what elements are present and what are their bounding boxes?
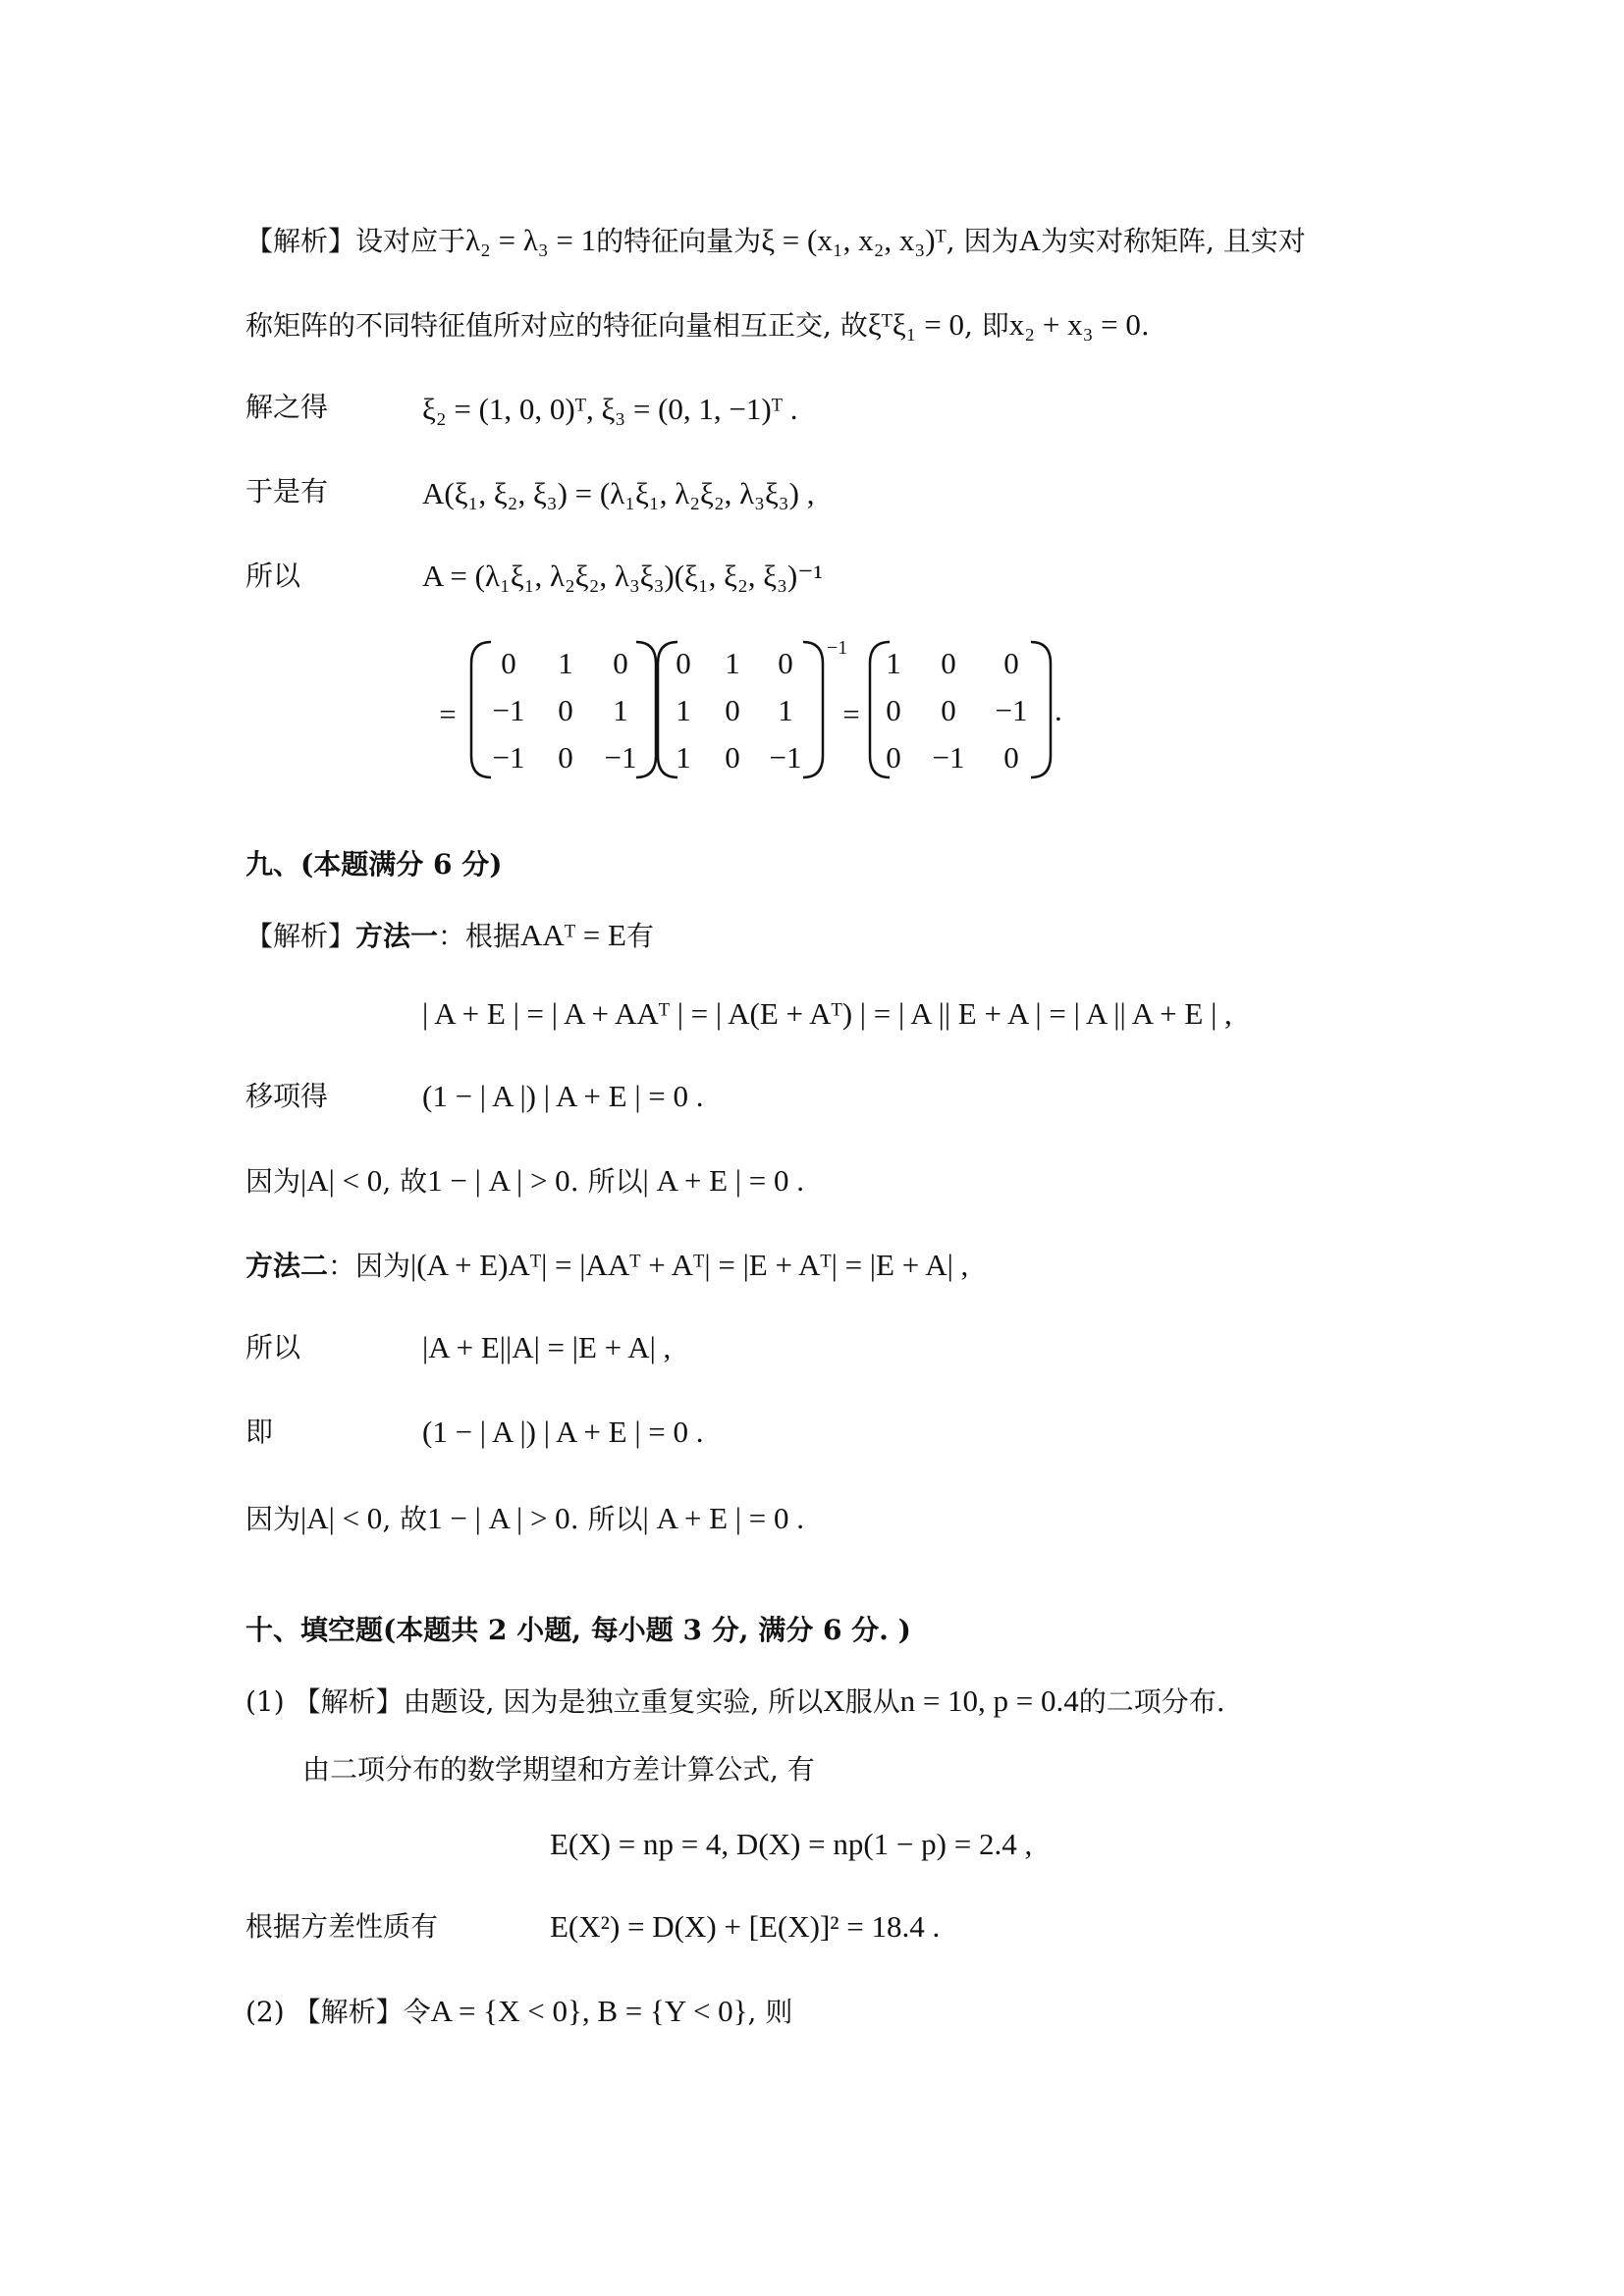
s9-m1-text-2: 有 [625, 920, 654, 952]
matrix2-right-bracket [803, 642, 823, 777]
s8-l1-text-1: 【解析】设对应于 [245, 225, 466, 257]
s8-l2-text-2: , 即 [963, 309, 1009, 342]
s8-l2-math-sum: x₂ + x₃ = 0 [1008, 307, 1141, 342]
s9-l7-math-1: |A| < 0 [300, 1501, 383, 1535]
s9-line-5-label: 所以 [245, 1331, 301, 1363]
s9-line-3 [245, 1162, 804, 1199]
s8-line-4-math: A(ξ₁, ξ₂, ξ₃) = (λ₁ξ₁, λ₂ξ₂, λ₃ξ₃) , [422, 476, 815, 510]
s10-para-3-label: 根据方差性质有 [245, 1910, 439, 1943]
s9-l7-math-2: 1 − | A | > 0 [427, 1501, 570, 1535]
s9-line-6-math: (1 − | A |) | A + E | = 0 . [422, 1415, 704, 1449]
m2-cell: 0 [676, 646, 691, 680]
matrix1-right-bracket [636, 642, 656, 777]
m1-cell: 1 [558, 646, 573, 680]
m1-cell: 0 [558, 740, 573, 774]
s10-para-3-math: E(X²) = D(X) + [E(X)]² = 18.4 . [550, 1909, 941, 1944]
matrix1-left-bracket [471, 642, 491, 777]
s9-l7-text-2: , 故 [382, 1503, 428, 1535]
m3-cell: 0 [886, 740, 901, 774]
m1-cell: −1 [604, 740, 637, 774]
s9-line-2-label: 移项得 [245, 1080, 329, 1112]
s8-l2-text-3: . [1140, 309, 1150, 342]
m2-cell: 0 [725, 740, 740, 774]
m1-cell: −1 [492, 740, 525, 774]
s9-m1-tag: 【解析】 [245, 920, 356, 952]
m3-cell: 0 [1003, 740, 1019, 774]
s9-m2-math: |(A + E)Aᵀ| = |AAᵀ + Aᵀ| = |E + Aᵀ| = |E + A| , [410, 1248, 969, 1282]
s9-l3-text-3: . 所以 [569, 1165, 643, 1198]
s9-l7-text-3: . 所以 [569, 1503, 643, 1535]
m2-cell: 0 [725, 693, 740, 727]
s10-p1-math-params: n = 10, p = 0.4 [899, 1683, 1079, 1718]
matrix-period: . [1055, 693, 1062, 727]
m3-cell: 0 [941, 693, 956, 727]
m3-cell: 0 [941, 646, 956, 680]
m3-cell: 0 [886, 693, 901, 727]
s8-l1-text-2: 的特征向量为 [596, 225, 762, 257]
s9-line-5-math: |A + E||A| = |E + A| , [422, 1330, 672, 1364]
s8-l2-math-orth: ξᵀξ₁ = 0 [867, 307, 964, 342]
s9-line-2-math: (1 − | A |) | A + E | = 0 . [422, 1079, 704, 1113]
s9-l3-math-2: 1 − | A | > 0 [427, 1163, 570, 1198]
m1-cell: 1 [613, 693, 628, 727]
matrix3-right-bracket [1031, 642, 1051, 777]
matrix2-left-bracket [658, 642, 677, 777]
m3-cell: 0 [1003, 646, 1019, 680]
s9-m2-title: 方法二 [245, 1250, 329, 1282]
inverse-superscript: −1 [827, 637, 848, 659]
m2-cell: 1 [778, 693, 793, 727]
s9-line-7 [245, 1500, 804, 1536]
s8-line-5-label: 所以 [245, 560, 301, 592]
s8-l1-text-4: 为实对称矩阵, 且实对 [1041, 225, 1306, 257]
s10-para-2: 由二项分布的数学期望和方差计算公式, 有 [302, 1753, 815, 1786]
s9-method1-line [245, 917, 654, 953]
s9-m1-math: AAᵀ = E [520, 918, 626, 952]
s9-m2-text: ：因为 [328, 1250, 411, 1282]
s10-p4-text-2: , 则 [747, 1996, 793, 2028]
s9-l7-math-3: | A + E | = 0 . [642, 1501, 804, 1535]
m2-cell: −1 [769, 740, 802, 774]
s9-heading: 九、(本题满分 6 分) [245, 848, 503, 881]
s8-l2-text-1: 称矩阵的不同特征值所对应的特征向量相互正交, 故 [245, 309, 868, 342]
m2-cell: 1 [725, 646, 740, 680]
s8-line-4-label: 于是有 [245, 475, 329, 507]
m2-cell: 1 [676, 693, 691, 727]
s8-l1-text-3: , 因为 [946, 225, 1019, 257]
s8-line-5-math: A = (λ₁ξ₁, λ₂ξ₂, λ₃ξ₃)(ξ₁, ξ₂, ξ₃)⁻¹ [422, 559, 823, 593]
s10-para-1 [245, 1682, 1225, 1719]
s10-heading: 十、填空题(本题共 2 小题, 每小题 3 分, 满分 6 分. ) [245, 1614, 911, 1646]
matrix-equals: = [439, 697, 457, 731]
s10-para-4 [245, 1993, 792, 2029]
s9-l7-text-1: 因为 [245, 1503, 301, 1535]
m3-cell: 1 [886, 646, 901, 680]
s10-equation-2: E(X) = np = 4, D(X) = np(1 − p) = 2.4 , [550, 1827, 1033, 1861]
s9-l3-text-2: , 故 [382, 1165, 428, 1198]
s8-line-3-math: ξ₂ = (1, 0, 0)ᵀ, ξ₃ = (0, 1, −1)ᵀ . [422, 392, 798, 426]
s10-p1-math-X: X [823, 1683, 845, 1718]
s8-line-3-label: 解之得 [245, 391, 329, 423]
s9-m1-title: 方法一 [355, 920, 439, 952]
s9-l3-math-3: | A + E | = 0 . [642, 1163, 804, 1198]
m2-cell: 0 [778, 646, 793, 680]
m1-cell: −1 [492, 693, 525, 727]
s9-equation-1: | A + E | = | A + AAᵀ | = | A(E + Aᵀ) | = | A || E + A | = | A || A + E | , [422, 996, 1232, 1031]
m1-cell: 0 [558, 693, 573, 727]
s9-l3-text-1: 因为 [245, 1165, 301, 1198]
s10-p1-text-1: (1) 【解析】由题设, 因为是独立重复实验, 所以 [245, 1685, 824, 1718]
matrix-equals-2: = [842, 697, 860, 731]
s10-p4-math: A = {X < 0}, B = {Y < 0} [430, 1994, 748, 2028]
m3-cell: −1 [932, 740, 965, 774]
m1-cell: 0 [613, 646, 628, 680]
s8-l1-math-xi: ξ = (x₁, x₂, x₃)ᵀ [761, 223, 947, 257]
m2-cell: 1 [676, 740, 691, 774]
s8-l1-math-A: A [1018, 223, 1041, 257]
s10-p1-text-3: 的二项分布. [1078, 1685, 1225, 1718]
s8-l1-math-eigenvalues: λ₂ = λ₃ = 1 [465, 223, 597, 257]
s9-l3-math-1: |A| < 0 [300, 1163, 383, 1198]
s9-m1-text: ：根据 [438, 920, 521, 952]
m1-cell: 0 [501, 646, 516, 680]
s9-line-6-label: 即 [245, 1415, 274, 1448]
s10-p1-text-2: 服从 [844, 1685, 900, 1718]
s9-method2-line [245, 1247, 968, 1283]
s10-p4-text-1: (2) 【解析】令 [245, 1996, 431, 2028]
m3-cell: −1 [995, 693, 1028, 727]
